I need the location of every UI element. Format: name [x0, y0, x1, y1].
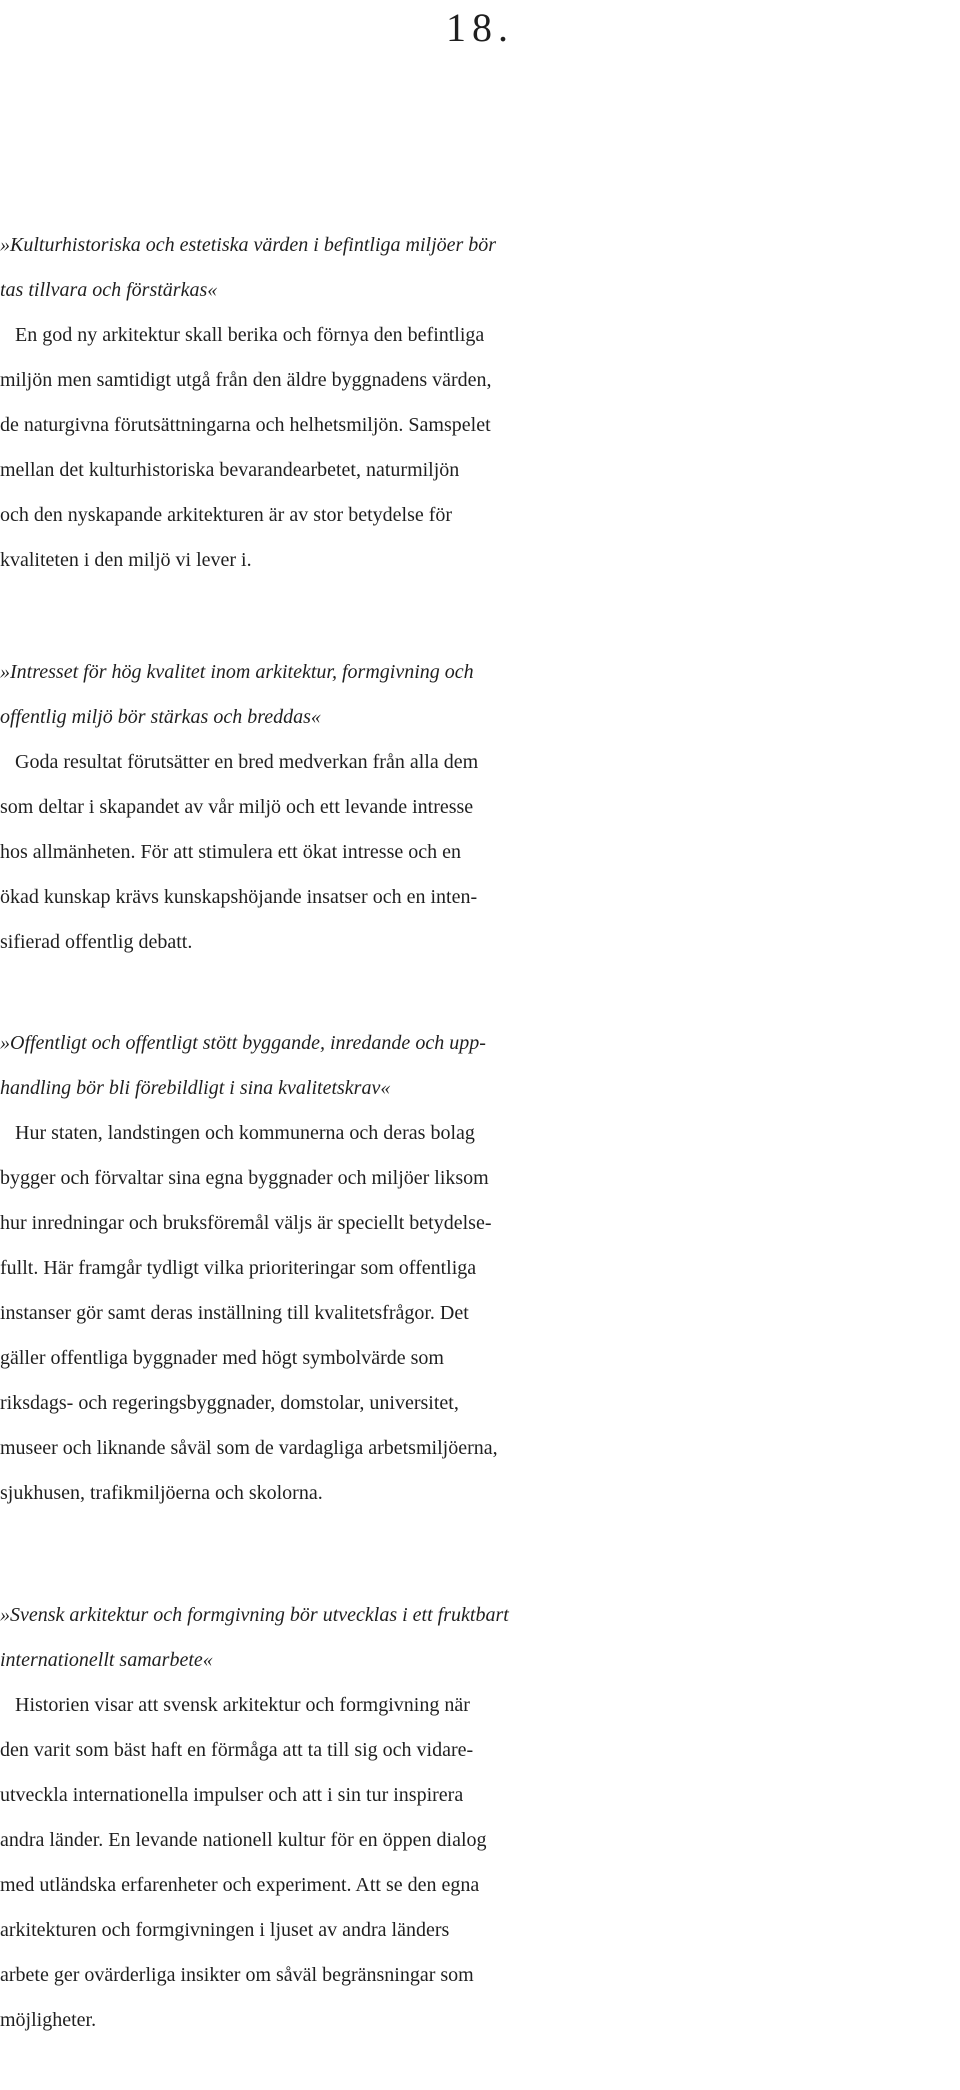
body-line: mellan det kulturhistoriska bevarandearbetet, naturmiljön — [0, 459, 460, 481]
body-line: Historien visar att svensk arkitektur och formgivning när — [0, 1694, 470, 1716]
body-line: Hur staten, landstingen och kommunerna och deras bolag — [0, 1122, 475, 1144]
body-line: hur inredningar och bruksföremål väljs är speciellt betydelse- — [0, 1212, 492, 1234]
section-heading-line: tas tillvara och förstärkas« — [0, 279, 218, 301]
section-heading-line: »Intresset för hög kvalitet inom arkitektur, formgivning och — [0, 661, 474, 683]
body-line: och den nyskapande arkitekturen är av stor betydelse för — [0, 504, 453, 526]
body-line: En god ny arkitektur skall berika och förnya den befintliga — [0, 324, 485, 346]
section-quality-interest — [0, 650, 960, 965]
body-line: sjukhusen, trafikmiljöerna och skolorna. — [0, 1482, 323, 1504]
body-line: kvaliteten i den miljö vi lever i. — [0, 549, 252, 571]
section-heading-line: »Svensk arkitektur och formgivning bör utvecklas i ett fruktbart — [0, 1604, 509, 1626]
section-international-cooperation — [0, 1593, 960, 2043]
body-line: arkitekturen och formgivningen i ljuset av andra länders — [0, 1919, 450, 1941]
body-line: andra länder. En levande nationell kultur för en öppen dialog — [0, 1829, 487, 1851]
body-line: riksdags- och regeringsbyggnader, domstolar, universitet, — [0, 1392, 459, 1414]
body-line: utveckla internationella impulser och att i sin tur inspirera — [0, 1784, 464, 1806]
body-line: Goda resultat förutsätter en bred medverkan från alla dem — [0, 751, 479, 773]
section-public-building — [0, 1021, 960, 1516]
body-line: hos allmänheten. För att stimulera ett ökat intresse och en — [0, 841, 461, 863]
body-line: museer och liknande såväl som de vardagliga arbetsmiljöerna, — [0, 1437, 498, 1459]
section-heading-line: internationellt samarbete« — [0, 1649, 213, 1671]
body-line: gäller offentliga byggnader med högt symbolvärde som — [0, 1347, 444, 1369]
section-heading-line: »Kulturhistoriska och estetiska värden i befintliga miljöer bör — [0, 234, 497, 256]
body-line: arbete ger ovärderliga insikter om såväl begränsningar som — [0, 1964, 474, 1986]
body-line: bygger och förvaltar sina egna byggnader och miljöer liksom — [0, 1167, 489, 1189]
page-number: 18. — [446, 5, 514, 50]
section-cultural-values — [0, 223, 960, 583]
body-line: med utländska erfarenheter och experiment. Att se den egna — [0, 1874, 480, 1896]
section-heading-line: handling bör bli förebildligt i sina kvalitetskrav« — [0, 1077, 391, 1099]
section-heading-line: offentlig miljö bör stärkas och breddas« — [0, 706, 321, 728]
body-line: den varit som bäst haft en förmåga att ta till sig och vidare- — [0, 1739, 474, 1761]
body-line: som deltar i skapandet av vår miljö och ett levande intresse — [0, 796, 474, 818]
body-line: de naturgivna förutsättningarna och helhetsmiljön. Samspelet — [0, 414, 491, 436]
body-line: möjligheter. — [0, 2009, 97, 2031]
body-line: miljön men samtidigt utgå från den äldre byggnadens värden, — [0, 369, 492, 391]
body-line: ökad kunskap krävs kunskapshöjande insatser och en inten- — [0, 886, 478, 908]
section-heading-line: »Offentligt och offentligt stött byggande, inredande och upp- — [0, 1032, 486, 1054]
body-line: instanser gör samt deras inställning till kvalitetsfrågor. Det — [0, 1302, 469, 1324]
body-line: sifierad offentlig debatt. — [0, 931, 193, 953]
body-line: fullt. Här framgår tydligt vilka prioriteringar som offentliga — [0, 1257, 477, 1279]
